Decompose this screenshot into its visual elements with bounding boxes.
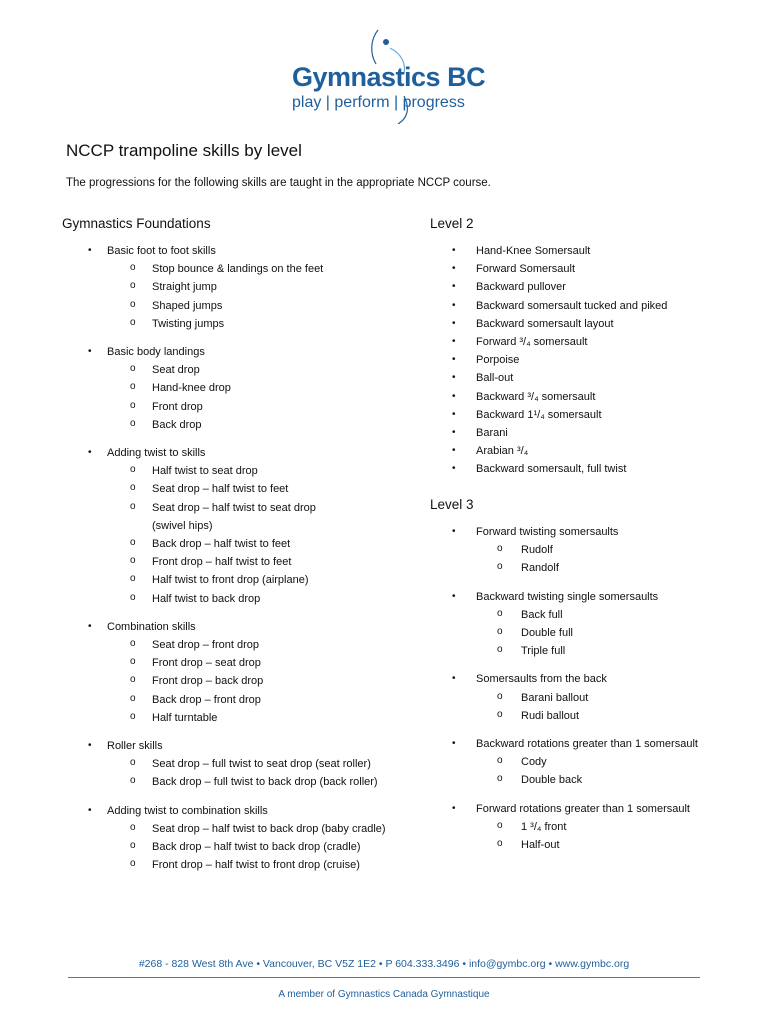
bullet-icon: •: [452, 281, 456, 293]
sub-list-item: Back drop – half twist to back drop (cradle): [152, 841, 361, 853]
list-item: Forward ³/₄ somersault: [476, 336, 588, 348]
bullet-icon: •: [452, 427, 456, 438]
level2-heading: Level 2: [430, 216, 474, 231]
list-item: Roller skills: [107, 740, 163, 752]
list-item: Backward ³/₄ somersault: [476, 390, 596, 403]
sub-list-item: Cody: [521, 756, 547, 769]
sub-list-item: Back drop – half twist to feet: [152, 538, 291, 550]
sub-list-item: Half-out: [521, 839, 560, 851]
list-item: Backward somersault, full twist: [476, 463, 627, 476]
bullet-icon: •: [452, 263, 456, 275]
sub-list-item: Stop bounce & landings on the feet: [152, 263, 324, 276]
sub-list-item: Shaped jumps: [152, 299, 223, 312]
footer-member-line: A member of Gymnastics Canada Gymnastique: [278, 989, 490, 1000]
sub-list-item: Front drop: [152, 400, 203, 413]
sub-bullet-icon: o: [130, 710, 136, 722]
page-title: NCCP trampoline skills by level: [66, 141, 302, 160]
sub-bullet-icon: o: [130, 363, 136, 375]
list-item: Forward rotations greater than 1 somersault: [476, 802, 690, 815]
sub-list-item: Rudi ballout: [521, 709, 580, 722]
sub-list-item: Half twist to back drop: [152, 592, 261, 605]
sub-list-item: Straight jump: [152, 281, 217, 294]
sub-list-item: Rudolf: [521, 544, 553, 557]
bullet-icon: •: [452, 317, 456, 329]
bullet-icon: •: [452, 299, 456, 311]
sub-bullet-icon: o: [497, 607, 503, 619]
list-item: Forward Somersault: [476, 263, 576, 276]
sub-bullet-icon: o: [497, 644, 503, 656]
sub-bullet-icon: o: [497, 708, 503, 720]
sub-bullet-icon: o: [130, 280, 136, 292]
bullet-icon: •: [452, 463, 456, 475]
list-item: Basic foot to foot skills: [107, 245, 216, 257]
sub-list-item: Seat drop – front drop: [152, 639, 260, 651]
sub-bullet-icon: o: [130, 417, 136, 429]
sub-bullet-icon: o: [130, 858, 136, 870]
sub-bullet-icon: o: [130, 638, 136, 649]
footer-contact: #268 - 828 West 8th Ave • Vancouver, BC V5Z 1E2 • P 604.333.3496 • info@gymbc.org • www.gymbc.org: [138, 958, 630, 970]
bullet-icon: •: [88, 620, 92, 632]
sub-bullet-icon: o: [130, 674, 136, 686]
sub-bullet-icon: o: [130, 298, 136, 310]
sub-bullet-icon: o: [130, 399, 136, 411]
bullet-icon: •: [88, 346, 92, 357]
list-item: Adding twist to skills: [107, 447, 206, 459]
footer-divider: [68, 977, 700, 978]
list-item: Combination skills: [107, 620, 196, 633]
sub-list-item: Seat drop – half twist to feet: [152, 483, 289, 496]
sub-bullet-icon: o: [130, 537, 136, 548]
bullet-icon: •: [452, 390, 456, 402]
bullet-icon: •: [88, 804, 92, 816]
sub-bullet-icon: o: [497, 626, 503, 637]
sub-list-item: Seat drop – half twist to back drop (baby cradle): [152, 822, 386, 835]
list-item: Backward somersault layout: [476, 317, 614, 330]
sub-list-item: Seat drop – full twist to seat drop (seat roller): [152, 758, 371, 771]
list-item: Basic body landings: [107, 346, 205, 358]
sub-bullet-icon: o: [497, 543, 503, 555]
sub-list-item: Barani ballout: [521, 691, 589, 704]
bullet-icon: •: [452, 372, 456, 384]
list-item: Forward twisting somersaults: [476, 526, 619, 538]
bullet-icon: •: [452, 526, 456, 537]
sub-list-item: Back drop: [152, 418, 202, 431]
bullet-icon: •: [452, 408, 456, 420]
sub-bullet-icon: o: [497, 690, 503, 702]
sub-bullet-icon: o: [130, 591, 136, 603]
bullet-icon: •: [452, 354, 456, 366]
sub-bullet-icon: o: [130, 464, 136, 476]
list-item: Backward twisting single somersaults: [476, 590, 659, 603]
sub-list-item: Twisting jumps: [152, 317, 225, 330]
sub-bullet-icon: o: [497, 561, 503, 573]
sub-list-item: Front drop – half twist to feet: [152, 556, 292, 569]
sub-list-item: Half twist to front drop (airplane): [152, 574, 309, 587]
sub-list-item: Triple full: [521, 645, 566, 658]
bullet-icon: •: [88, 447, 92, 458]
bullet-icon: •: [452, 738, 456, 749]
sub-list-item: Back full: [521, 608, 563, 621]
sub-list-item: Back drop – front drop: [152, 693, 261, 706]
sub-bullet-icon: o: [497, 838, 503, 849]
sub-list-item: Seat drop: [152, 364, 200, 377]
level3-heading: Level 3: [430, 497, 474, 512]
sub-bullet-icon: o: [130, 692, 136, 704]
bullet-icon: •: [452, 590, 456, 602]
bullet-icon: •: [88, 245, 92, 256]
sub-bullet-icon: o: [497, 773, 503, 785]
list-item: Barani: [476, 427, 508, 439]
sub-list-item: Front drop – seat drop: [152, 657, 261, 670]
list-item: Somersaults from the back: [476, 673, 607, 686]
list-item: Arabian ³/₄: [476, 445, 529, 458]
intro-text: The progressions for the following skills are taught in the appropriate NCCP course.: [66, 177, 491, 189]
sub-bullet-icon: o: [130, 381, 136, 393]
sub-list-item: Back drop – full twist to back drop (back roller): [152, 776, 378, 789]
foundations-heading: Gymnastics Foundations: [62, 216, 211, 231]
sub-bullet-icon: o: [130, 840, 136, 851]
list-item: Adding twist to combination skills: [107, 804, 268, 817]
logo-tagline: play | perform | progress: [292, 94, 465, 111]
sub-list-item: Hand-knee drop: [152, 382, 231, 395]
bullet-icon: •: [452, 445, 456, 457]
sub-bullet-icon: o: [130, 757, 136, 769]
sub-list-item: Front drop – back drop: [152, 675, 264, 688]
bullet-icon: •: [452, 802, 456, 814]
sub-list-item: Double back: [521, 774, 583, 787]
sub-list-item: 1 ³/₄ front: [521, 820, 567, 833]
bullet-icon: •: [452, 245, 456, 256]
sub-bullet-icon: o: [130, 482, 136, 494]
sub-list-item: Half turntable: [152, 711, 218, 724]
list-item: Backward somersault tucked and piked: [476, 299, 668, 312]
list-item: Backward rotations greater than 1 somersault: [476, 738, 698, 750]
logo-title: Gymnastics BC: [292, 62, 486, 92]
bullet-icon: •: [88, 740, 92, 751]
list-item: Backward pullover: [476, 281, 566, 294]
sub-bullet-icon: o: [130, 500, 136, 512]
sub-list-item: Double full: [521, 627, 573, 639]
sub-bullet-icon: o: [130, 775, 136, 787]
list-item: Porpoise: [476, 354, 520, 367]
list-item: Hand-Knee Somersault: [476, 245, 591, 257]
list-item: Backward 1¹/₄ somersault: [476, 408, 602, 421]
sub-bullet-icon: o: [130, 316, 136, 328]
bullet-icon: •: [452, 336, 456, 347]
sub-list-item: Seat drop – half twist to seat drop: [152, 501, 316, 514]
sub-bullet-icon: o: [130, 656, 136, 668]
sub-bullet-icon: o: [497, 819, 503, 831]
sub-bullet-icon: o: [497, 755, 503, 767]
list-item: Ball-out: [476, 372, 514, 385]
sub-list-item: Front drop – half twist to front drop (cruise): [152, 859, 360, 872]
sub-list-item: Half twist to seat drop: [152, 465, 258, 478]
sub-bullet-icon: o: [130, 821, 136, 833]
sub-list-item: (swivel hips): [152, 519, 213, 532]
sub-bullet-icon: o: [130, 573, 136, 585]
sub-list-item: Randolf: [521, 562, 559, 575]
sub-bullet-icon: o: [130, 555, 136, 567]
gymnastics-bc-logo: [290, 24, 486, 124]
sub-bullet-icon: o: [130, 262, 136, 274]
bullet-icon: •: [452, 673, 456, 685]
